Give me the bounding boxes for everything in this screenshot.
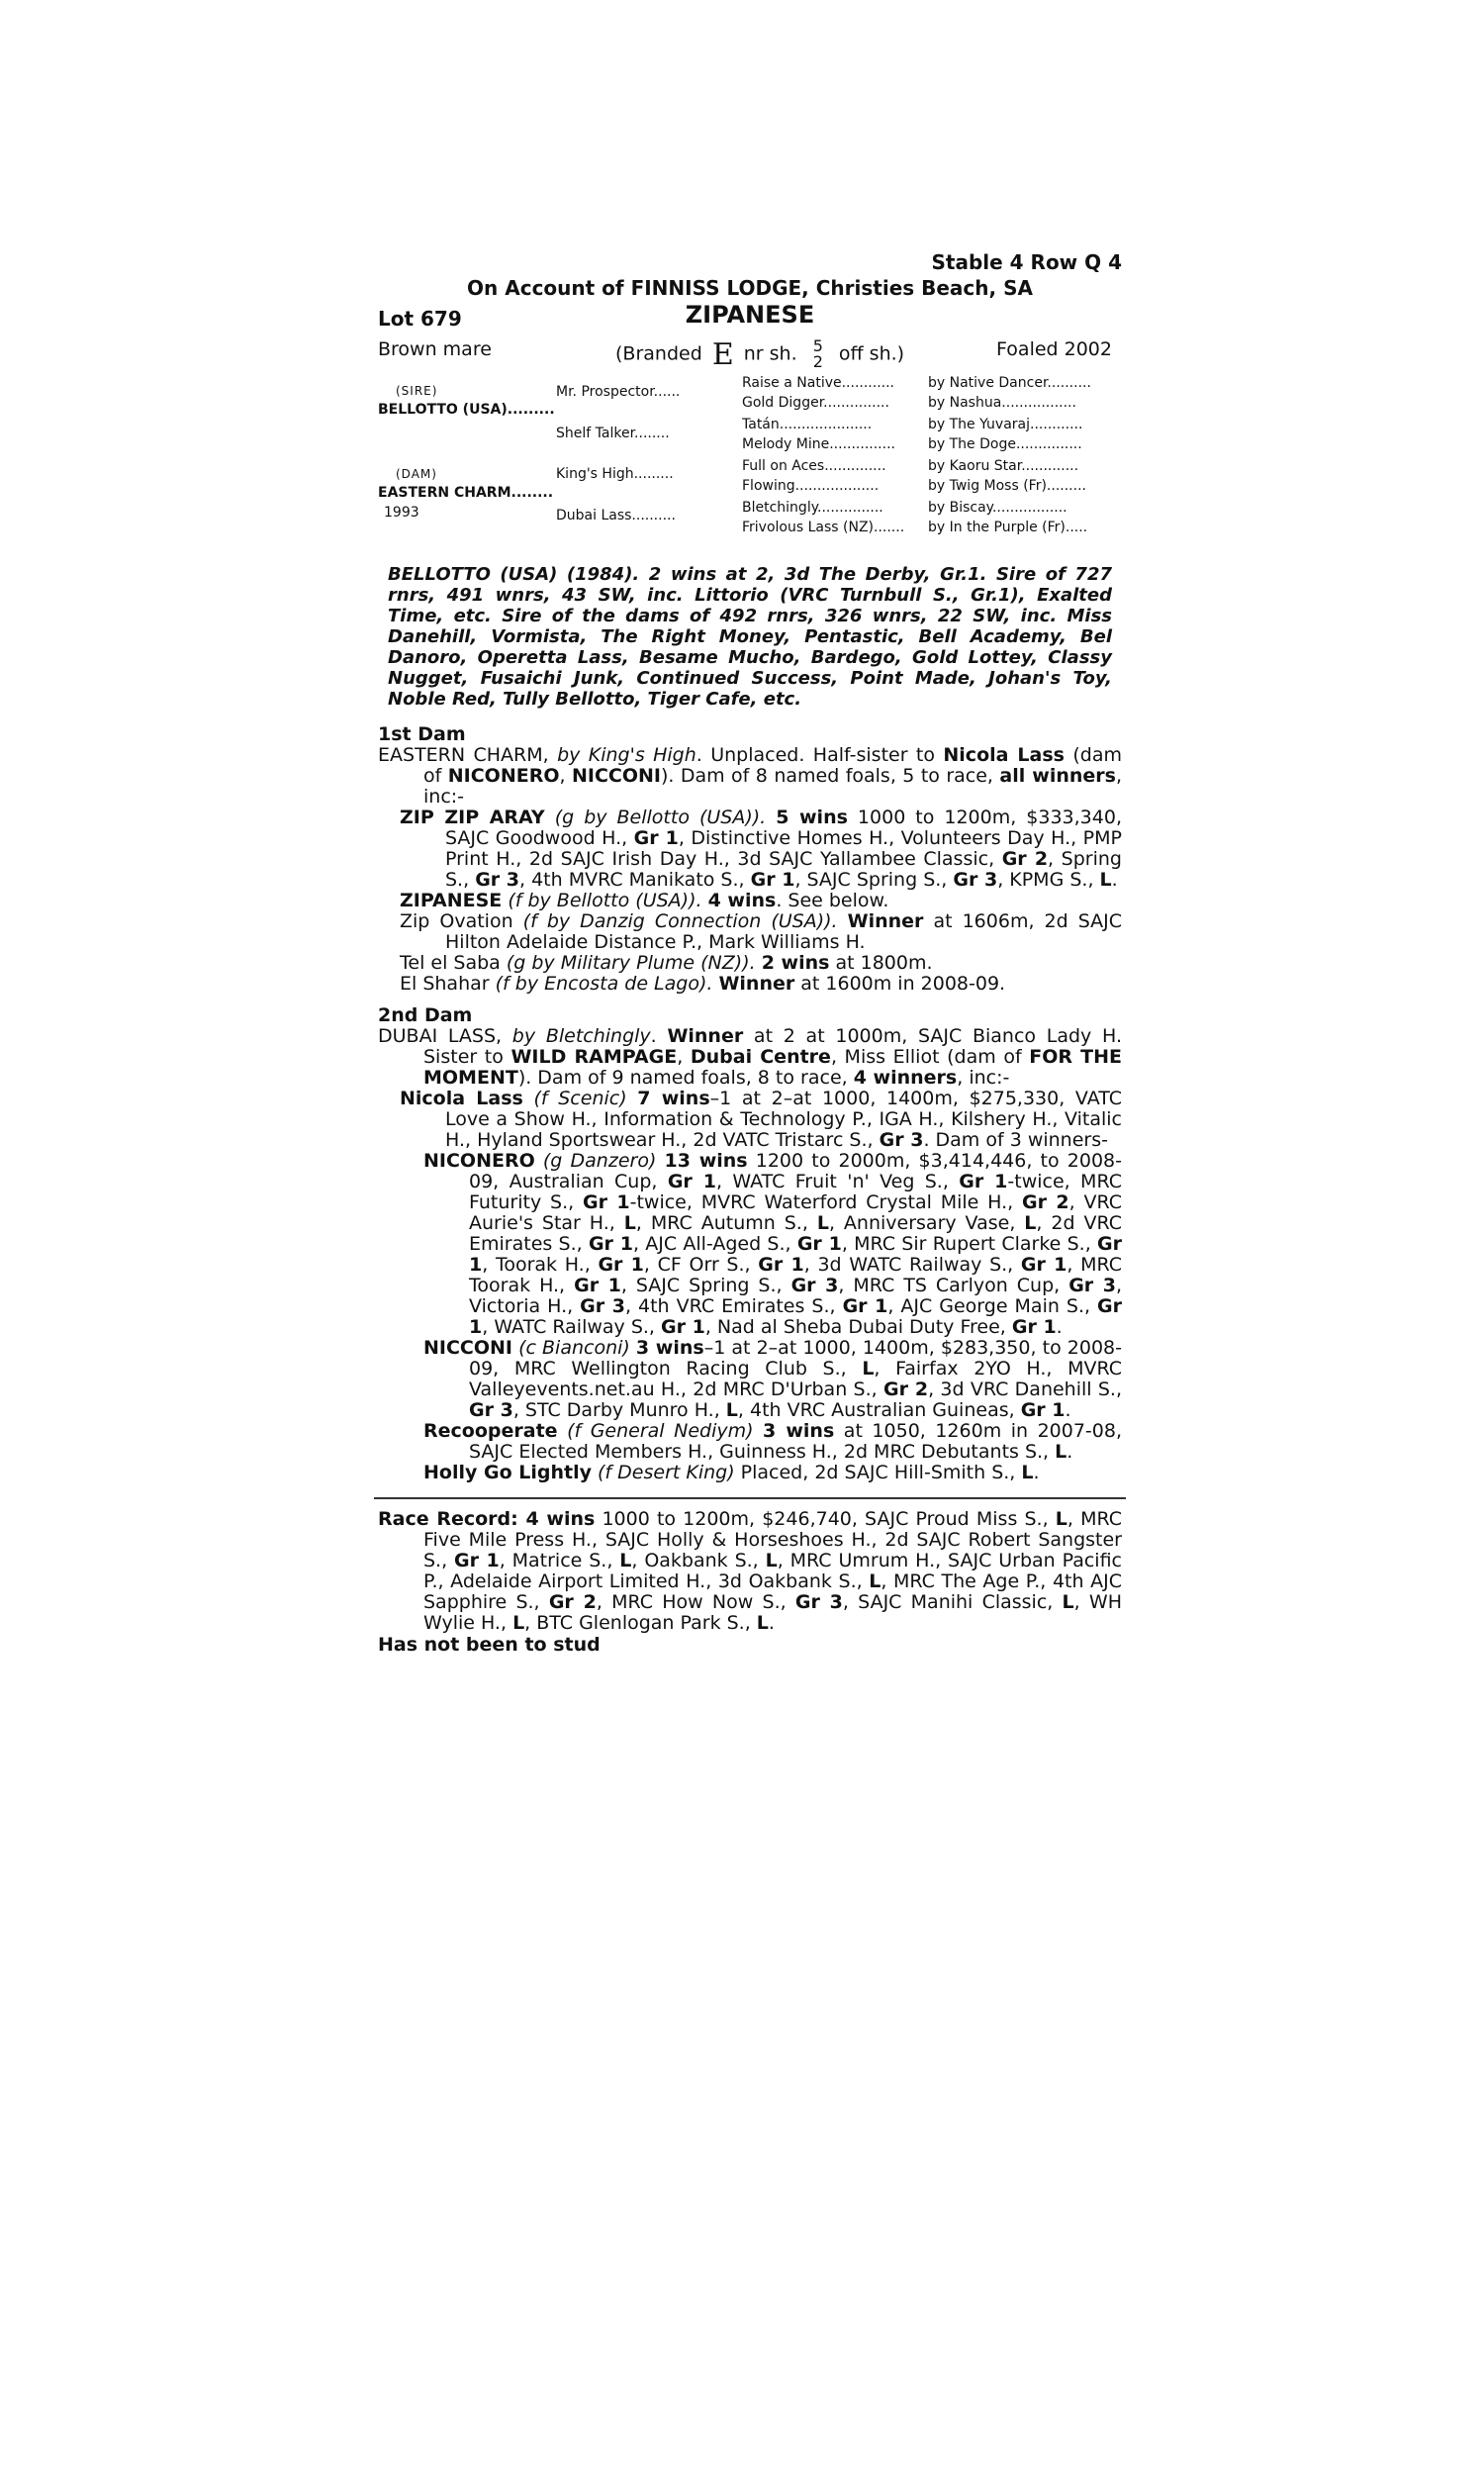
- lot-number: Lot 679: [378, 307, 462, 331]
- brand-mark: E: [711, 336, 734, 372]
- pedigree-gen2-2: Tatán.....................: [742, 417, 873, 432]
- first-dam-foal-entry: ZIPANESE (f by Bellotto (USA)). 4 wins. See below.: [400, 890, 889, 911]
- brand-nr: nr sh.: [743, 342, 797, 365]
- first-dam-title: 1st Dam: [378, 723, 466, 745]
- pedigree-gen2-1: Gold Digger...............: [742, 395, 889, 411]
- sire-name: BELLOTTO (USA).........: [378, 402, 555, 418]
- pedigree-gen1-0: Mr. Prospector......: [556, 384, 681, 400]
- pedigree-gen3-1: by Nashua.................: [928, 395, 1076, 411]
- nicola-lass-foal-entry: NICONERO (g Danzero) 13 wins 1200 to 2000m, $3,414,446, to 2008-09, Australian Cup, Gr 1, WATC Fruit 'n' Veg S., Gr 1-twice, MRC Futurity S., Gr 1-twice, MVRC Waterford Crystal Mile H., Gr 2, VRC Aurie's Star H., L, MRC Autumn S., L, Anniversary Vase, L, 2d VRC Emirates S., Gr 1, AJC All-Aged S., Gr 1, MRC Sir Rupert Clarke S., Gr 1, Toorak H., Gr 1, CF Orr S., Gr 1, 3d WATC Railway S., Gr 1, MRC Toorak H., Gr 1, SAJC Spring S., Gr 3, MRC TS Carlyon Cup, Gr 3, Victoria H., Gr 3, 4th VRC Emirates S., Gr 1, AJC George Main S., Gr 1, WATC Railway S., Gr 1, Nad al Sheba Dubai Duty Free, Gr 1.: [423, 1150, 1123, 1338]
- first-dam-foal-entry: El Shahar (f by Encosta de Lago). Winner at 1600m in 2008-09.: [400, 973, 1006, 995]
- stable-location: Stable 4 Row Q 4: [931, 250, 1122, 274]
- first-dam-foal-entry: Tel el Saba (g by Military Plume (NZ)). 2 wins at 1800m.: [400, 952, 933, 974]
- section-divider: [374, 1497, 1126, 1499]
- nicola-lass-foal-entry: Recooperate (f General Nediym) 3 wins at 1050, 1260m in 2007-08, SAJC Elected Members H., Guinness H., 2d MRC Debutants S., L.: [423, 1420, 1123, 1463]
- first-dam-foal-entry: Zip Ovation (f by Danzig Connection (USA)). Winner at 1606m, 2d SAJC Hilton Adelaide Distance P., Mark Williams H.: [400, 910, 1122, 953]
- pedigree-gen2-6: Bletchingly...............: [742, 500, 883, 516]
- horse-details-row: [378, 331, 1122, 370]
- pedigree-gen1-1: Shelf Talker........: [556, 426, 670, 441]
- brand-off: off sh.): [838, 342, 905, 365]
- pedigree-gen1-2: King's High.........: [556, 466, 674, 482]
- pedigree-gen2-4: Full on Aces..............: [742, 458, 886, 474]
- stud-status: Has not been to stud: [378, 1634, 601, 1656]
- catalogue-page: [378, 249, 1122, 1656]
- dam-name: EASTERN CHARM........: [378, 485, 554, 501]
- sire-summary: BELLOTTO (USA) (1984). 2 wins at 2, 3d The Derby, Gr.1. Sire of 727 rnrs, 491 wnrs, 43 SW, inc. Littorio (VRC Turnbull S., Gr.1), Exalted Time, etc. Sire of the dams of 492 rnrs, 326 wnrs, 22 SW, inc. Miss Danehill, Vormista, The Right Money, Pentastic, Bell Academy, Bel Danoro, Operetta Lass, Besame Mucho, Bardego, Gold Lottey, Classy Nugget, Fusaichi Junk, Continued Success, Point Made, Johan's Toy, Noble Red, Tully Bellotto, Tiger Cafe, etc.: [388, 564, 1112, 710]
- pedigree-gen3-2: by The Yuvaraj............: [928, 417, 1083, 432]
- first-dam-intro: EASTERN CHARM, by King's High. Unplaced. Half-sister to Nicola Lass (dam of NICONERO, NICCONI). Dam of 8 named foals, 5 to race, all winners, inc:-: [378, 744, 1123, 808]
- pedigree-gen2-3: Melody Mine...............: [742, 436, 895, 452]
- pedigree-gen3-5: by Twig Moss (Fr).........: [928, 478, 1086, 494]
- brand-info: [615, 338, 904, 370]
- first-dam-foal-entry: ZIP ZIP ARAY (g by Bellotto (USA)). 5 wins 1000 to 1200m, $333,340, SAJC Goodwood H., Gr 1, Distinctive Homes H., Volunteers Day H., PMP Print H., 2d SAJC Irish Day H., 3d SAJC Yallambee Classic, Gr 2, Spring S., Gr 3, 4th MVRC Manikato S., Gr 1, SAJC Spring S., Gr 3, KPMG S., L.: [400, 807, 1122, 891]
- second-dam-intro: DUBAI LASS, by Bletchingly. Winner at 2 at 1000m, SAJC Bianco Lady H. Sister to WILD RAMPAGE, Dubai Centre, Miss Elliot (dam of FOR THE MOMENT). Dam of 9 named foals, 8 to race, 4 winners, inc:-: [378, 1025, 1122, 1089]
- first-dam-foals: [378, 808, 1122, 995]
- nicola-lass-entry: Nicola Lass (f Scenic) 7 wins–1 at 2–at 1000, 1400m, $275,330, VATC Love a Show H., Information & Technology P., IGA H., Kilshery H., Vitalic H., Hyland Sportswear H., 2d VATC Tristarc S., Gr 3. Dam of 3 winners-: [400, 1088, 1122, 1151]
- brand-den: 2: [812, 352, 823, 371]
- pedigree-gen3-4: by Kaoru Star.............: [928, 458, 1079, 474]
- pedigree-table: [378, 372, 1122, 538]
- pedigree-gen3-6: by Biscay.................: [928, 500, 1067, 516]
- dam-label: (DAM): [396, 467, 437, 481]
- pedigree-gen3-0: by Native Dancer..........: [928, 375, 1091, 391]
- horse-name: ZIPANESE: [685, 301, 815, 329]
- pedigree-gen3-3: by The Doge...............: [928, 436, 1082, 452]
- foaled-year: Foaled 2002: [996, 338, 1112, 360]
- horse-sex: Brown mare: [378, 338, 492, 360]
- lot-row: [378, 301, 1122, 331]
- pedigree-gen1-3: Dubai Lass..........: [556, 508, 676, 523]
- pedigree-gen3-7: by In the Purple (Fr).....: [928, 520, 1088, 535]
- sire-label: (SIRE): [396, 384, 438, 398]
- dam-year: 1993: [384, 505, 419, 521]
- nicola-lass-foal-entry: Holly Go Lightly (f Desert King) Placed, 2d SAJC Hill-Smith S., L.: [423, 1462, 1040, 1483]
- brand-fraction: [813, 338, 823, 370]
- race-record: Race Record: 4 wins 1000 to 1200m, $246,740, SAJC Proud Miss S., L, MRC Five Mile Press H., SAJC Holly & Horseshoes H., 2d SAJC Robert Sangster S., Gr 1, Matrice S., L, Oakbank S., L, MRC Umrum H., SAJC Urban Pacific P., Adelaide Airport Limited H., 3d Oakbank S., L, MRC The Age P., 4th AJC Sapphire S., Gr 2, MRC How Now S., Gr 3, SAJC Manihi Classic, L, WH Wylie H., L, BTC Glenlogan Park S., L.: [378, 1508, 1122, 1634]
- vendor-account: On Account of FINNISS LODGE, Christies Beach, SA: [467, 276, 1033, 300]
- brand-num: 5: [812, 336, 823, 355]
- nicola-lass-foal-entry: NICCONI (c Bianconi) 3 wins–1 at 2–at 1000, 1400m, $283,350, to 2008-09, MRC Wellington Racing Club S., L, Fairfax 2YO H., MVRC Valleyevents.net.au H., 2d MRC D'Urban S., Gr 2, 3d VRC Danehill S., Gr 3, STC Darby Munro H., L, 4th VRC Australian Guineas, Gr 1.: [423, 1337, 1123, 1421]
- pedigree-gen2-0: Raise a Native............: [742, 375, 895, 391]
- nicola-lass-foals: [378, 1151, 1122, 1483]
- pedigree-gen2-7: Frivolous Lass (NZ).......: [742, 520, 905, 535]
- second-dam-title: 2nd Dam: [378, 1004, 473, 1026]
- pedigree-gen2-5: Flowing...................: [742, 478, 880, 494]
- brand-prefix: (Branded: [615, 342, 702, 365]
